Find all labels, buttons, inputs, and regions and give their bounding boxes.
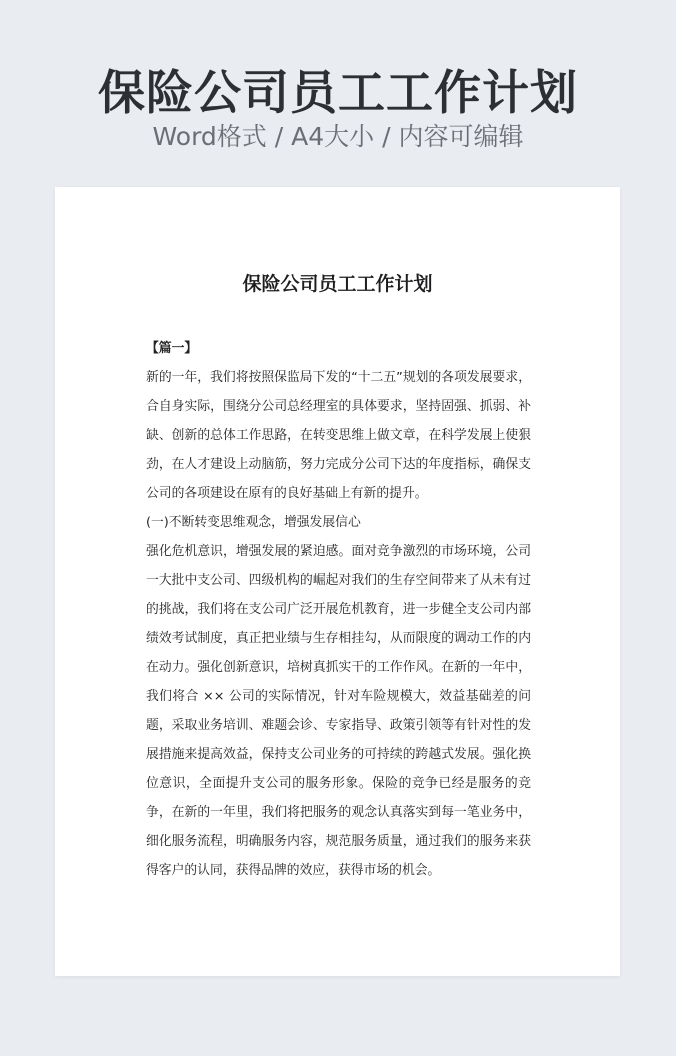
paragraph-intro: 新的一年，我们将按照保监局下发的“十二五”规划的各项发展要求，合自身实际，围绕分公司总经理室的具体要求，坚持固强、抓弱、补缺、创新的总体工作思路，在转变思维上做文章，在科学发展上使狠劲，在人才建设上动脑筋，努力完成分公司下达的年度指标，确保支公司的各项建设在原有的良好基础上有新的提升。 [146, 370, 531, 501]
document-page [55, 187, 620, 976]
document-body [146, 334, 531, 885]
banner-title: 保险公司员工工作计划 [98, 66, 578, 121]
banner-subtitle: Word格式 / A4大小 / 内容可编辑 [152, 122, 524, 151]
document-title: 保险公司员工工作计划 [242, 273, 433, 295]
paragraph-body: 强化危机意识，增强发展的紧迫感。面对竞争激烈的市场环境，公司一大批中支公司、四级机构的崛起对我们的生存空间带来了从未有过的挑战，我们将在支公司广泛开展危机教育，进一步健全支公司内部绩效考试制度，真正把业绩与生存相挂勾，从而限度的调动工作的内在动力。强化创新意识，培树真抓实干的工作作风。在新的一年中，我们将合 ×× 公司的实际情况，针对车险规模大，效益基础差的问题，采取业务培训、难题会诊、专家指导、政策引领等有针对性的发展措施来提高效益，保持支公司业务的可持续的跨越式发展。强化换位意识，全面提升支公司的服务形象。保险的竞争已经是服务的竞争，在新的一年里，我们将把服务的观念认真落实到每一笔业务中，细化服务流程，明确服务内容，规范服务质量，通过我们的服务来获得客户的认同，获得品牌的效应，获得市场的机会。 [146, 544, 531, 878]
section-label: 【篇一】 [146, 341, 198, 356]
section-heading: (一)不断转变思维观念，增强发展信心 [146, 515, 361, 530]
